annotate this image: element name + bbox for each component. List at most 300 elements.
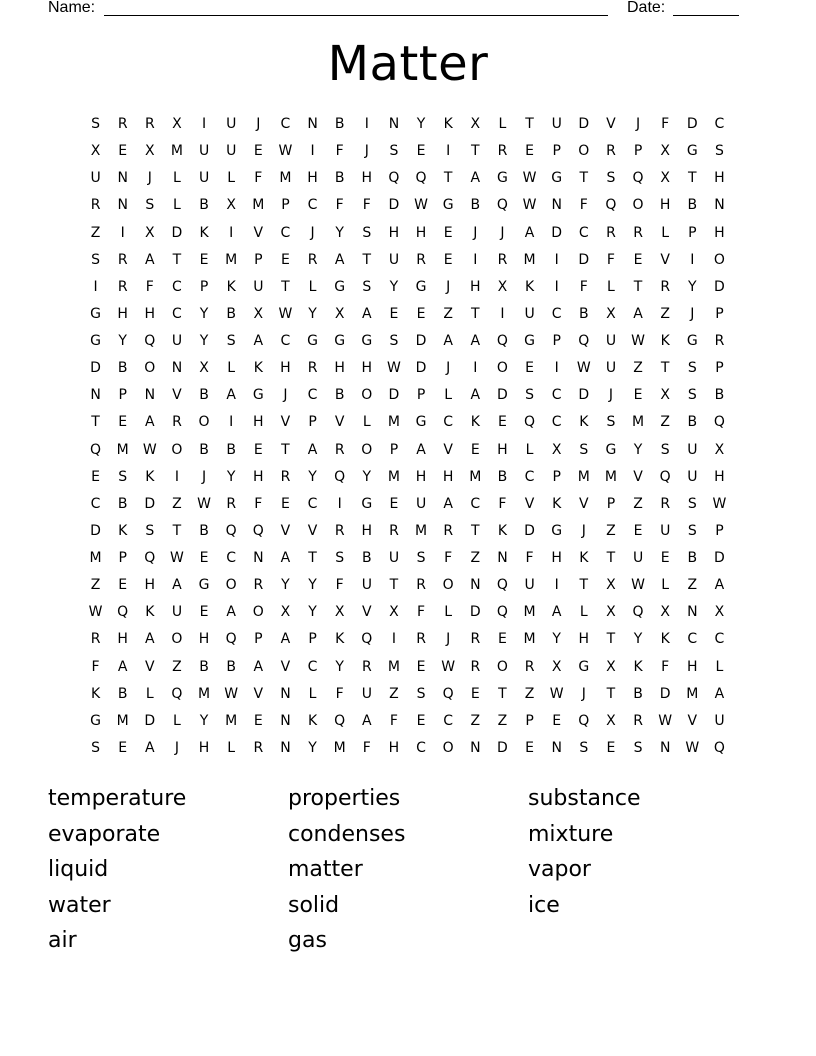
grid-cell[interactable]: D [578,251,590,268]
grid-cell[interactable]: F [335,685,344,702]
grid-cell[interactable]: H [578,631,590,648]
grid-cell[interactable]: Y [281,577,290,594]
grid-cell[interactable]: X [226,197,236,214]
grid-cell[interactable]: O [361,387,373,404]
grid-cell[interactable]: O [225,577,237,594]
grid-cell[interactable]: K [579,550,589,566]
grid-cell[interactable]: U [687,441,698,458]
grid-cell[interactable]: M [577,468,590,485]
grid-cell[interactable]: L [173,197,181,214]
grid-cell[interactable]: G [686,143,698,160]
grid-cell[interactable]: M [279,170,292,187]
grid-cell[interactable]: H [687,658,698,675]
grid-cell[interactable]: Z [524,685,535,702]
grid-cell[interactable]: Y [118,333,127,349]
grid-cell[interactable]: M [198,685,211,702]
grid-cell[interactable]: Y [389,278,399,295]
grid-cell[interactable]: M [415,522,428,539]
grid-cell[interactable]: D [469,604,481,621]
grid-cell[interactable]: R [307,360,318,377]
grid-cell[interactable]: L [444,604,453,621]
grid-cell[interactable]: Q [659,468,671,485]
grid-cell[interactable]: O [198,414,210,431]
grid-cell[interactable]: H [388,739,400,756]
grid-cell[interactable]: U [632,550,644,566]
grid-cell[interactable]: N [551,197,562,214]
grid-cell[interactable]: S [687,387,697,404]
grid-cell[interactable]: O [144,360,156,377]
grid-cell[interactable]: H [198,739,210,756]
grid-cell[interactable]: J [446,631,451,648]
grid-cell[interactable]: X [253,305,264,322]
grid-cell[interactable]: Z [90,224,101,241]
grid-cell[interactable]: I [690,251,695,268]
grid-cell[interactable]: A [416,441,426,458]
grid-cell[interactable]: P [199,278,209,295]
grid-cell[interactable]: E [443,251,453,268]
grid-cell[interactable]: N [659,739,671,756]
grid-cell[interactable]: F [362,197,371,214]
grid-cell[interactable]: E [606,739,616,756]
grid-cell[interactable]: E [443,224,453,241]
grid-cell[interactable]: B [362,550,372,566]
grid-cell[interactable]: Y [199,333,209,349]
grid-cell[interactable]: T [308,550,317,566]
grid-cell[interactable]: C [443,414,454,431]
grid-cell[interactable]: C [416,739,426,756]
grid-cell[interactable]: L [579,604,588,621]
grid-cell[interactable]: G [605,441,617,458]
grid-cell[interactable]: C [578,224,589,241]
grid-cell[interactable]: A [172,577,182,594]
grid-cell[interactable]: L [308,278,317,295]
grid-cell[interactable]: T [281,278,290,295]
grid-cell[interactable]: V [660,251,670,268]
grid-cell[interactable]: B [714,387,725,404]
grid-cell[interactable]: X [470,116,481,132]
grid-cell[interactable]: W [522,197,537,214]
grid-cell[interactable]: T [443,170,453,187]
grid-cell[interactable]: W [441,658,456,675]
grid-cell[interactable]: V [280,522,291,539]
grid-cell[interactable]: Q [632,604,644,621]
grid-cell[interactable]: E [525,739,534,756]
grid-cell[interactable]: U [361,577,372,594]
grid-cell[interactable]: B [199,658,209,675]
grid-cell[interactable]: R [443,522,454,539]
grid-cell[interactable]: W [658,712,673,729]
grid-cell[interactable]: R [524,658,535,675]
grid-cell[interactable]: X [551,441,562,458]
grid-cell[interactable]: V [280,658,291,675]
grid-cell[interactable]: K [90,685,101,702]
grid-cell[interactable]: Q [144,550,156,566]
grid-cell[interactable]: R [389,522,399,539]
grid-cell[interactable]: X [606,305,616,322]
grid-cell[interactable]: D [415,333,427,349]
grid-cell[interactable]: L [607,278,615,295]
grid-cell[interactable]: N [470,739,481,756]
grid-cell[interactable]: W [170,550,184,566]
grid-cell[interactable]: V [334,414,345,431]
grid-cell[interactable]: N [253,550,264,566]
grid-cell[interactable]: L [308,685,317,702]
grid-cell[interactable]: K [145,604,155,621]
grid-cell[interactable]: N [307,116,318,132]
grid-cell[interactable]: L [173,170,181,187]
grid-cell[interactable]: B [579,305,589,322]
grid-cell[interactable]: K [552,495,562,512]
grid-cell[interactable]: Z [172,495,182,512]
grid-cell[interactable]: K [633,658,643,675]
grid-cell[interactable]: U [388,550,400,566]
grid-cell[interactable]: G [334,333,346,349]
grid-cell[interactable]: N [280,712,291,729]
grid-cell[interactable]: S [579,441,589,458]
grid-cell[interactable]: W [631,333,645,349]
grid-cell[interactable]: O [171,441,183,458]
grid-cell[interactable]: V [362,604,372,621]
grid-cell[interactable]: W [712,495,727,512]
grid-cell[interactable]: E [660,550,670,566]
grid-cell[interactable]: S [525,387,534,404]
grid-cell[interactable]: X [334,604,345,621]
grid-cell[interactable]: A [443,495,453,512]
grid-cell[interactable]: O [632,197,644,214]
grid-cell[interactable]: S [362,224,372,241]
grid-cell[interactable]: J [147,170,152,187]
grid-cell[interactable]: P [416,387,426,404]
grid-cell[interactable]: Z [90,577,101,594]
grid-cell[interactable]: B [687,550,698,566]
grid-cell[interactable]: Q [252,522,264,539]
grid-cell[interactable]: I [554,577,559,594]
grid-cell[interactable]: X [660,143,670,160]
grid-cell[interactable]: S [633,739,643,756]
grid-cell[interactable]: Q [442,685,454,702]
grid-cell[interactable]: P [715,305,724,322]
grid-cell[interactable]: Q [225,522,237,539]
grid-cell[interactable]: A [117,658,128,675]
grid-cell[interactable]: N [280,685,291,702]
grid-cell[interactable]: P [552,468,561,485]
grid-cell[interactable]: I [473,251,478,268]
grid-cell[interactable]: H [117,631,128,648]
grid-cell[interactable]: P [715,522,724,539]
grid-cell[interactable]: E [416,305,426,322]
grid-cell[interactable]: Q [578,333,590,349]
grid-cell[interactable]: Z [470,712,481,729]
grid-cell[interactable]: R [307,251,318,268]
grid-cell[interactable]: R [117,278,128,295]
grid-cell[interactable]: X [714,604,725,621]
grid-cell[interactable]: X [660,604,670,621]
grid-cell[interactable]: Y [552,631,561,648]
grid-cell[interactable]: F [661,116,670,132]
grid-cell[interactable]: S [606,414,616,431]
grid-cell[interactable]: N [171,360,183,377]
grid-cell[interactable]: H [470,278,481,295]
grid-cell[interactable]: P [552,143,561,160]
grid-cell[interactable]: B [497,468,508,485]
grid-cell[interactable]: X [389,604,399,621]
grid-cell[interactable]: S [91,251,100,268]
grid-cell[interactable]: B [199,522,209,539]
grid-cell[interactable]: E [552,712,562,729]
grid-cell[interactable]: U [605,333,617,349]
grid-cell[interactable]: Q [605,197,617,214]
grid-cell[interactable]: P [118,387,127,404]
grid-cell[interactable]: C [280,224,291,241]
grid-cell[interactable]: D [659,685,671,702]
grid-cell[interactable]: R [253,739,264,756]
grid-cell[interactable]: B [334,387,345,404]
grid-cell[interactable]: L [525,441,534,458]
grid-cell[interactable]: G [551,170,563,187]
grid-cell[interactable]: B [117,360,128,377]
grid-cell[interactable]: I [310,143,315,160]
grid-cell[interactable]: P [118,550,127,566]
grid-cell[interactable]: P [715,360,724,377]
grid-cell[interactable]: E [633,251,643,268]
grid-cell[interactable]: T [281,441,290,458]
grid-cell[interactable]: E [470,685,480,702]
grid-cell[interactable]: Z [660,305,670,322]
grid-cell[interactable]: I [554,251,559,268]
grid-cell[interactable]: K [226,278,236,295]
grid-cell[interactable]: U [524,577,535,594]
grid-cell[interactable]: Y [199,712,209,729]
grid-cell[interactable]: L [227,739,236,756]
grid-cell[interactable]: K [145,468,155,485]
grid-cell[interactable]: L [444,387,453,404]
grid-cell[interactable]: S [226,333,236,349]
grid-cell[interactable]: K [118,522,128,539]
grid-cell[interactable]: X [714,441,725,458]
grid-cell[interactable]: B [199,387,209,404]
grid-cell[interactable]: K [660,631,670,648]
grid-cell[interactable]: G [497,170,508,187]
grid-cell[interactable]: X [145,143,155,160]
grid-cell[interactable]: D [686,116,698,132]
grid-cell[interactable]: W [549,685,564,702]
grid-cell[interactable]: K [199,224,209,241]
grid-cell[interactable]: Q [144,333,156,349]
grid-cell[interactable]: Y [308,468,317,485]
grid-cell[interactable]: T [660,360,670,377]
grid-cell[interactable]: G [415,278,427,295]
grid-cell[interactable]: N [117,197,128,214]
grid-cell[interactable]: J [201,468,207,485]
grid-cell[interactable]: T [471,522,480,539]
grid-cell[interactable]: O [171,631,183,648]
grid-cell[interactable]: G [361,333,373,349]
grid-cell[interactable]: T [471,305,480,322]
grid-cell[interactable]: I [500,305,505,322]
grid-cell[interactable]: N [470,577,481,594]
grid-cell[interactable]: R [416,631,426,648]
grid-cell[interactable]: R [90,197,101,214]
grid-cell[interactable]: W [88,604,103,621]
grid-cell[interactable]: Q [496,197,508,214]
grid-cell[interactable]: A [280,631,291,648]
grid-cell[interactable]: H [442,468,454,485]
grid-cell[interactable]: W [197,495,211,512]
grid-cell[interactable]: V [606,116,616,132]
grid-cell[interactable]: Z [633,360,643,377]
grid-cell[interactable]: K [524,278,535,295]
grid-cell[interactable]: V [172,387,182,404]
grid-cell[interactable]: R [633,712,643,729]
grid-cell[interactable]: U [524,305,535,322]
grid-cell[interactable]: R [416,251,426,268]
grid-cell[interactable]: H [307,170,318,187]
grid-cell[interactable]: H [659,197,671,214]
grid-cell[interactable]: F [389,712,398,729]
grid-cell[interactable]: R [497,251,508,268]
grid-cell[interactable]: H [361,170,373,187]
grid-cell[interactable]: P [633,143,643,160]
grid-cell[interactable]: H [361,522,373,539]
grid-cell[interactable]: A [443,333,453,349]
grid-cell[interactable]: R [334,522,345,539]
grid-cell[interactable]: S [687,495,697,512]
grid-cell[interactable]: Z [470,550,481,566]
grid-cell[interactable]: X [172,116,182,132]
grid-cell[interactable]: X [145,224,155,241]
grid-cell[interactable]: V [443,441,453,458]
grid-cell[interactable]: F [91,658,100,675]
grid-cell[interactable]: S [389,143,399,160]
grid-cell[interactable]: U [253,278,264,295]
grid-cell[interactable]: B [334,170,345,187]
grid-cell[interactable]: J [310,224,315,241]
grid-cell[interactable]: R [606,224,616,241]
grid-cell[interactable]: Q [361,631,373,648]
grid-cell[interactable]: D [714,550,725,566]
grid-cell[interactable]: A [633,305,643,322]
grid-cell[interactable]: L [227,170,236,187]
grid-cell[interactable]: C [90,495,101,512]
grid-cell[interactable]: A [362,305,372,322]
grid-cell[interactable]: E [281,251,290,268]
grid-cell[interactable]: R [714,333,725,349]
grid-cell[interactable]: M [89,550,102,566]
grid-cell[interactable]: H [551,550,562,566]
grid-cell[interactable]: R [497,143,508,160]
grid-cell[interactable]: E [633,522,643,539]
grid-cell[interactable]: V [253,685,264,702]
grid-cell[interactable]: C [172,305,182,322]
grid-cell[interactable]: X [497,278,508,295]
grid-cell[interactable]: J [256,116,261,132]
grid-cell[interactable]: H [714,170,725,187]
grid-cell[interactable]: N [551,739,562,756]
grid-cell[interactable]: S [118,468,128,485]
grid-cell[interactable]: M [632,414,645,431]
grid-cell[interactable]: W [414,197,428,214]
grid-cell[interactable]: C [172,278,182,295]
grid-cell[interactable]: A [145,739,155,756]
grid-cell[interactable]: C [443,712,454,729]
grid-cell[interactable]: I [120,224,125,241]
grid-cell[interactable]: U [388,251,400,268]
grid-cell[interactable]: P [525,712,534,729]
grid-cell[interactable]: L [362,414,371,431]
grid-cell[interactable]: D [171,224,183,241]
grid-cell[interactable]: C [226,550,237,566]
grid-cell[interactable]: H [198,631,210,648]
grid-cell[interactable]: Q [496,604,508,621]
grid-cell[interactable]: G [307,333,318,349]
grid-cell[interactable]: P [308,631,317,648]
grid-cell[interactable]: Y [335,658,344,675]
grid-cell[interactable]: A [714,685,725,702]
grid-cell[interactable]: F [254,495,263,512]
grid-cell[interactable]: C [280,333,291,349]
grid-cell[interactable]: N [714,197,725,214]
grid-cell[interactable]: R [660,495,671,512]
grid-cell[interactable]: R [606,143,616,160]
grid-cell[interactable]: C [307,387,318,404]
grid-cell[interactable]: S [606,170,616,187]
grid-cell[interactable]: C [307,495,318,512]
grid-cell[interactable]: H [714,468,725,485]
grid-cell[interactable]: C [551,414,562,431]
grid-cell[interactable]: P [552,333,561,349]
grid-cell[interactable]: A [253,658,264,675]
grid-cell[interactable]: B [226,441,236,458]
grid-cell[interactable]: E [525,143,534,160]
grid-cell[interactable]: N [90,387,101,404]
grid-cell[interactable]: O [496,360,508,377]
grid-cell[interactable]: F [498,495,507,512]
grid-cell[interactable]: B [117,495,128,512]
grid-cell[interactable]: F [335,143,344,160]
grid-cell[interactable]: F [579,197,588,214]
grid-cell[interactable]: M [387,468,400,485]
grid-cell[interactable]: T [606,685,616,702]
grid-cell[interactable]: F [335,577,344,594]
grid-cell[interactable]: H [388,224,400,241]
grid-cell[interactable]: R [117,116,128,132]
grid-cell[interactable]: M [523,631,536,648]
grid-cell[interactable]: B [633,685,643,702]
grid-cell[interactable]: U [605,360,617,377]
grid-cell[interactable]: V [687,712,698,729]
grid-cell[interactable]: I [391,631,396,648]
grid-cell[interactable]: B [687,414,698,431]
grid-cell[interactable]: F [335,197,344,214]
grid-cell[interactable]: V [280,414,291,431]
grid-cell[interactable]: Q [713,414,725,431]
grid-cell[interactable]: N [117,170,128,187]
grid-cell[interactable]: J [500,224,505,241]
grid-cell[interactable]: Z [687,577,698,594]
grid-cell[interactable]: Y [335,224,344,241]
grid-cell[interactable]: G [415,414,427,431]
grid-cell[interactable]: E [281,495,290,512]
grid-cell[interactable]: S [416,550,426,566]
grid-cell[interactable]: Y [308,604,317,621]
grid-cell[interactable]: S [687,360,697,377]
grid-cell[interactable]: Z [633,495,643,512]
grid-cell[interactable]: A [145,414,155,431]
grid-cell[interactable]: F [417,604,426,621]
grid-cell[interactable]: L [227,360,236,377]
grid-cell[interactable]: P [254,251,263,268]
grid-cell[interactable]: Y [308,739,317,756]
